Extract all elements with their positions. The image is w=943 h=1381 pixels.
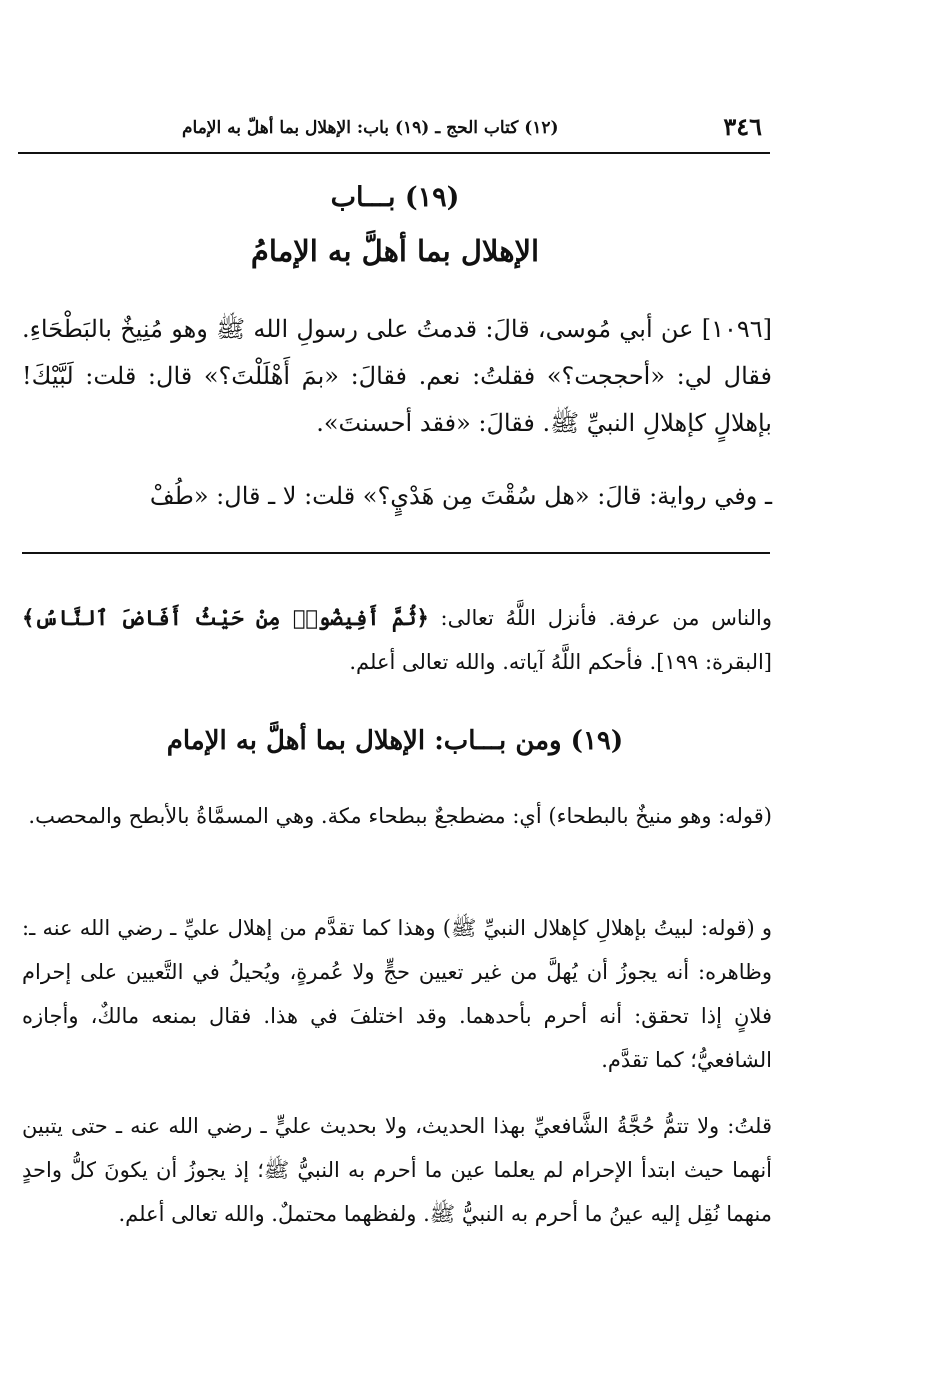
hadith-riwaya: ـ وفي رواية: قالَ: «هل سُقْتَ مِن هَدْيٍ؟» قلت: لا ـ قال: «طُفْ <box>149 482 772 510</box>
commentary-paragraph-4: قلتُ: ولا تتمُّ حُجَّةُ الشَّافعيِّ بهذا الحديث، ولا بحديث عليٍّ ـ رضي الله عنه ـ حتى يتبين أنهما حيث ابتدأ الإحرام لم يعلما عين ما أحرم به النبيُّ ﷺ؛ إذ يجوزُ أن يكونَ كلُّ واحدٍ منهما نُقِل إليه عينُ ما أحرم به النبيُّ ﷺ. ولفظهما محتملٌ. والله تعالى أعلم. <box>22 1114 772 1226</box>
chapter-number-heading: (١٩) بـــاب <box>330 182 460 213</box>
commentary-closing-text: [البقرة: ١٩٩]. فأحكم اللَّهُ آياته. والله تعالى أعلم. <box>349 650 772 674</box>
commentary-intro-text: والناس من عرفة. فأنزل اللَّهُ تعالى: <box>440 606 772 630</box>
chapter-title: الإهلال بما أهلَّ به الإمامُ <box>250 234 540 268</box>
running-title: (١٢) كتاب الحج ـ (١٩) باب: الإهلال بما أهلّ به الإمام <box>182 118 559 138</box>
quran-verse: ﴿ثُمَّ أَفِيضُوا۟ مِنْ حَيْثُ أَفَاضَ ٱلنَّاسُ﴾ <box>22 605 429 630</box>
commentary-paragraph-1 <box>22 596 772 684</box>
commentary-paragraph-2: (قوله: وهو منيخٌ بالبطحاء) أي: مضطجعٌ ببطحاء مكة. وهي المسمَّاةُ بالأبطح والمحصب. <box>28 804 772 828</box>
section-divider <box>22 552 770 554</box>
commentary-paragraph-3: و (قوله: لبيتُ بإهلالِ كإهلال النبيِّ ﷺ) وهذا كما تقدَّم من إهلال عليِّ ـ رضي الله عنه ـ: وظاهره: أنه يجوزُ أن يُهلَّ من غير تعيين حجٍّ ولا عُمرةٍ، ويُحيلُ في التَّعيين على إحرام فلانٍ إذا تحقق: أنه أحرم بأحدهما. وقد اختلفَ في هذا. فقال بمنعه مالكٌ، وأجازه الشافعيُّ؛ كما تقدَّم. <box>22 916 772 1072</box>
header-rule <box>18 152 770 154</box>
commentary-sub-heading: (١٩) ومن بـــاب: الإهلال بما أهلَّ به الإمام <box>166 726 624 756</box>
hadith-text: [١٠٩٦] عن أبي مُوسى، قالَ: قدمتُ على رسولِ الله ﷺ وهو مُنِيخٌ بالبَطْحَاءِ. فقال لي: «أحججت؟» فقلتُ: نعم. فقالَ: «بمَ أَهْلَلْتَ؟» قال: قلت: لَبَّيْكَ! بإهلالٍ كإهلالِ النبيِّ ﷺ. فقالَ: «فقد أحسنتَ». <box>22 315 772 437</box>
page-header <box>18 112 770 148</box>
page-number: ٣٤٦ <box>723 112 762 141</box>
